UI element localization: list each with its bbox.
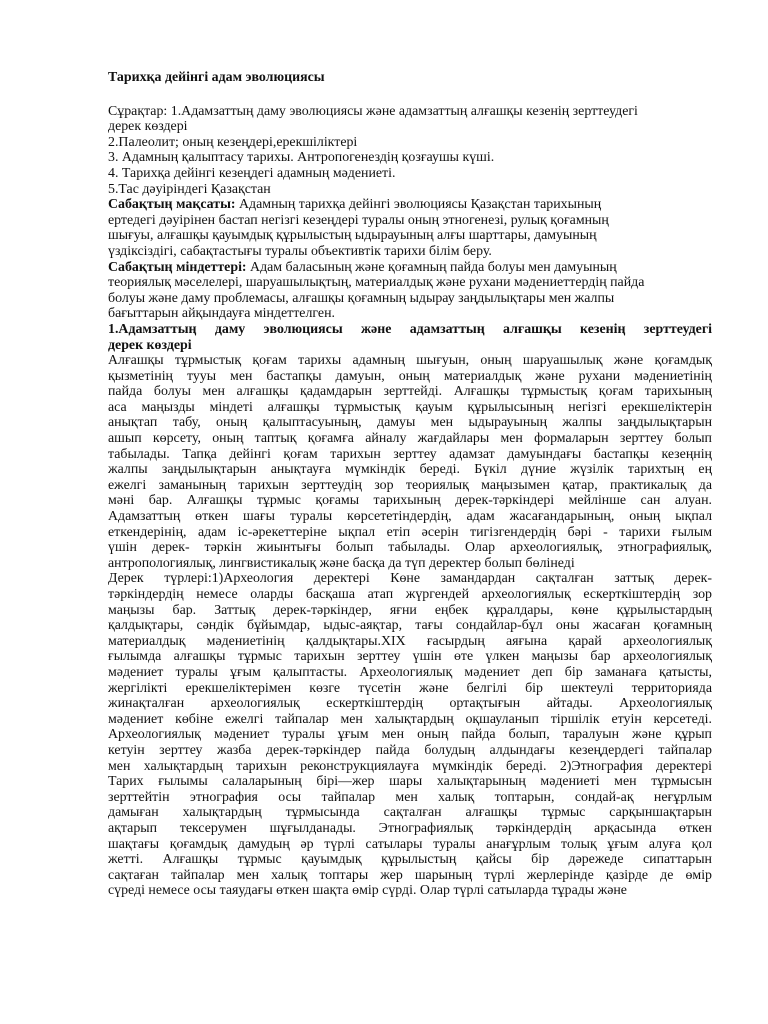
body-line: маңызы бар. Заттық дерек-тәркіндер, яғни еңбек құралдары, көне құрылыстардың bbox=[108, 602, 712, 618]
goal-text: Адамның тарихқа дейінгі эволюциясы Қазақстан тарихының bbox=[235, 197, 602, 213]
body-line: пайда болуы мен алғашқы қадамдарын зерттейді. Алғашқы тұрмыстық қоғам тарихының bbox=[108, 384, 712, 400]
section-1-heading bbox=[108, 322, 712, 353]
question-line: 3. Адамның қалыптасу тарихы. Антропогенездің қозғаушы күші. bbox=[108, 150, 495, 166]
body-line: Тарих ғылымы салаларының бірі—жер шары халықтарының мәдениеті мен тұрмысын bbox=[108, 774, 712, 790]
body-line: еткендерінің, адам іс-әрекеттеріне ықпал етіп әсерін тигізгендердің бәрі - тарихи ғылым bbox=[108, 524, 712, 540]
body-line: жинақталған археологиялық ескерткіштердің ортақтығын айтады. Археологиялық bbox=[108, 696, 712, 712]
document-page bbox=[108, 58, 712, 899]
section-heading-line: дерек көздері bbox=[108, 337, 192, 353]
body-line: табылады. Тапқа дейінгі қоғам тарихын зерттеу адамзат дамуындағы бастапқы кезеңнің bbox=[108, 446, 712, 462]
goal-line: шығуы, алғашқы қауымдық құрылыстың ыдырауының алғы шарттары, дамуының bbox=[108, 228, 597, 244]
goal-first-line bbox=[108, 197, 712, 213]
body-line: анықтап табу, оның қалыптасуының, дамуы мен ыдырауының жалпы заңдылықтарын bbox=[108, 415, 712, 431]
body-line: тәркіндердің немесе оларды басқаша атап жүргендей археологиялық ескерткіштердің зор bbox=[108, 587, 712, 602]
body-line: сүреді немесе осы таяудағы өткен шақта өмір сүрді. Олар түрлі сатыларда тұрады және bbox=[108, 883, 627, 899]
body-line: кетуін зерттеу жазба дерек-тәркіндер пайда болудың алдындағы кезеңдердегі тайпалар bbox=[108, 742, 712, 758]
body-line: ғылымда алғашқы тұрмыс тарихын зерттеу үшін өте үлкен маңызы бар археологиялық bbox=[108, 649, 712, 665]
document-title: Тарихқа дейінгі адам эволюциясы bbox=[108, 70, 325, 85]
body-line: зерттейтін этнография осы тайпалар мен халық топтарын, сондай-ақ неғұрлым bbox=[108, 789, 712, 805]
body-line: мәдениет туралы ұғым қалыптасты. Археологиялық мәдениет деп бір заманаға қатысты, bbox=[108, 664, 712, 680]
tasks-line: бағыттарын айқындауға міндеттелген. bbox=[108, 306, 335, 322]
tasks-first-line bbox=[108, 260, 712, 276]
lesson-goal bbox=[108, 197, 712, 259]
body-line: дамыған халықтардың тұрмысында сақталған алғашқы тұрмыс сарқыншақтарын bbox=[108, 805, 712, 821]
body-line: қалдықтары, сәндік бұйымдар, ыдыс-аяқтар, тағы сондайлар-бұл оны жасаған қоғамның bbox=[108, 618, 712, 634]
body-line: үшін дерек- тәркін жиынтығы болып табылады. Олар археологиялық, этнографиялық, bbox=[108, 540, 712, 556]
body-text bbox=[108, 353, 712, 899]
question-line: дерек көздері bbox=[108, 119, 188, 135]
body-line: антропологиялық, лингвистикалық және басқа да түп деректер болып бөлінеді bbox=[108, 555, 575, 571]
tasks-line: болуы және даму проблемасы, алғашқы қоғамның ыдырау заңдылықтары мен жалпы bbox=[108, 290, 615, 306]
section-heading-line: 1.Адамзаттың даму эволюциясы және адамзаттың алғашқы кезенің зерттеудегі bbox=[108, 321, 712, 337]
tasks-text: Адам баласының және қоғамның пайда болуы мен дамуының bbox=[246, 259, 617, 275]
body-line: сақтаған тайпалар мен халық топтары жер шарының түрлі жерлерінде қазірде де өмір bbox=[108, 867, 712, 883]
body-line: аса маңызды міндеті алғашқы тұрмыстық қауым құрылысының негізгі ерекшеліктерін bbox=[108, 399, 712, 415]
tasks-label: Сабақтың міндеттері: bbox=[108, 259, 247, 275]
body-line: шақтағы қоғамдық дамудың әр түрлі сатылары туралы анағұрлым толық ұғым алуға қол bbox=[108, 836, 712, 852]
body-line: Адамзаттың өткен шағы туралы көрсететіндердің, адам жасағандарының, оның ықпал bbox=[108, 509, 712, 525]
body-line: жалпы заңдылықтарын анықтауға мүмкіндік береді. Бүкіл дүние жүзілік тарихтың ең bbox=[108, 462, 712, 478]
question-line: 4. Тарихқа дейінгі кезеңдегі адамның мәдениеті. bbox=[108, 165, 396, 181]
question-line: 5.Тас дәуіріндегі Қазақстан bbox=[108, 181, 271, 197]
question-line: 2.Палеолит; оның кезеңдері,ерекшіліктері bbox=[108, 134, 358, 150]
body-line: мәні бар. Алғашқы тұрмыс қоғамы тарихының дерек-тәркіндері мейлінше сан алуан. bbox=[108, 493, 712, 509]
questions-block bbox=[108, 104, 712, 198]
body-line: ежелгі заманының тарихын зерттеудің зор теориялық маңызымен қатар, практикалық да bbox=[108, 477, 712, 493]
lesson-tasks bbox=[108, 260, 712, 322]
tasks-line: теориялық мәселелері, шаруашылықтың, материалдық және рухани мәдениеттердің пайда bbox=[108, 275, 645, 291]
body-line: Алғашқы тұрмыстық қоғам тарихы адамның шығуын, оның шаруашылық және қоғамдық bbox=[108, 353, 712, 369]
body-line: мен халықтардың тарихын реконструкциялауға мүмкіндік береді. 2)Этнография деректері bbox=[108, 758, 712, 774]
body-line: ашып көрсету, оның таптық қоғамға айналу жағдайлары мен формаларын зерттеу болып bbox=[108, 431, 712, 447]
goal-label: Сабақтың мақсаты: bbox=[108, 197, 236, 213]
goal-line: ертедегі дәуірінен бастап негізгі кезеңдері туралы оның этногенезі, рулық қоғамның bbox=[108, 212, 609, 228]
body-line: материалдық мәдениетінің қалдықтары.XIX ғасырдың аяғына қарай археологиялық bbox=[108, 633, 712, 649]
body-line: жетті. Алғашқы тұрмыс қауымдық құрылыстың қайсы бір дәрежеде сипаттарын bbox=[108, 852, 712, 868]
question-line: Сұрақтар: 1.Адамзаттың даму эволюциясы және адамзаттың алғашқы кезенің зерттеудегі bbox=[108, 103, 638, 119]
body-line: мәдениет көбіне ежелгі тайпалар мен халықтардың оқшауланып тіршілік етуін керсетеді. bbox=[108, 711, 712, 727]
body-line: Дерек түрлері:1)Археология деректері Көне замандардан сақталған заттық дерек- bbox=[108, 571, 712, 587]
body-line: қызметінің тууы мен бастапқы дамуын, оның материалдық және рухани мәдениетінің bbox=[108, 368, 712, 384]
body-line: жергілікті ерекшеліктерімен көзге түсетін және белгілі бір шектеулі территорияда bbox=[108, 680, 712, 696]
body-line: ақтарып тексерумен шұғылданады. Этнографиялық тәркіндердің арқасында өткен bbox=[108, 820, 712, 836]
body-line: Археологиялық мәдениет туралы ұғым мен оның пайда болып, таралуын және құрып bbox=[108, 727, 712, 743]
goal-line: үздіксіздігі, сабақтастығы туралы объективтік тарихи білім беру. bbox=[108, 243, 492, 259]
